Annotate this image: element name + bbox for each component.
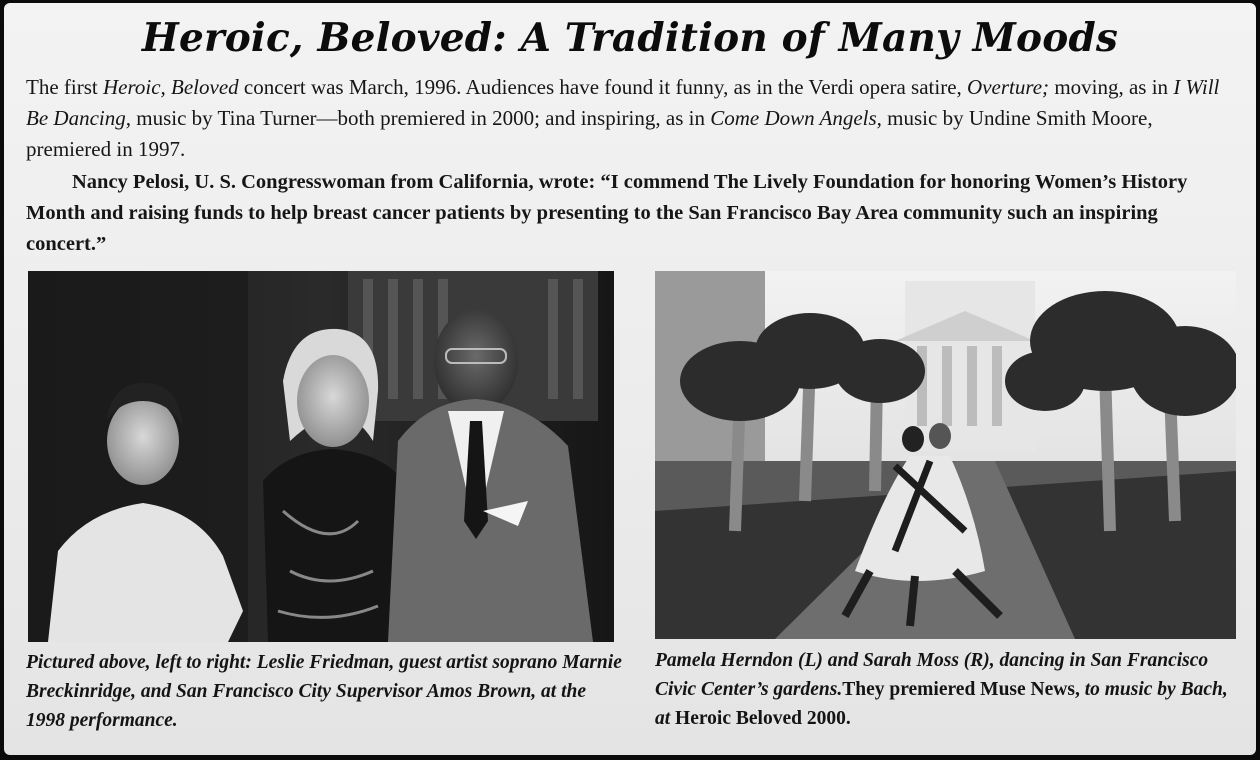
- article-title: Heroic, Beloved: A Tradition of Many Moods: [141, 15, 1119, 61]
- intro-text: The first: [26, 75, 103, 99]
- dancers-garden-photo: [655, 271, 1236, 639]
- work-title-dancing: I Will Be Dancing,: [26, 75, 1220, 130]
- dancers-caption: [655, 646, 1245, 733]
- intro-text: moving, as in: [1049, 75, 1174, 99]
- intro-text: music by Undine Smith Moore, premiered in 1997.: [26, 106, 1153, 161]
- group-portrait-photo: [28, 271, 614, 642]
- work-title-overture: Overture;: [967, 75, 1050, 99]
- concert-name: Heroic, Beloved: [102, 75, 239, 99]
- intro-text: concert was March, 1996. Audiences have found it funny, as in the Verdi opera satire,: [238, 75, 968, 99]
- portrait-caption: Pictured above, left to right: Leslie Friedman, guest artist soprano Marnie Breckinridge, and San Francisco City Supervisor Amos Brown, at the 1998 performance.: [26, 652, 622, 731]
- quote-paragraph: [26, 167, 1240, 260]
- dancers-garden-image: [655, 271, 1236, 639]
- work-title-angels: Come Down Angels,: [710, 106, 882, 130]
- pelosi-quote: Nancy Pelosi, U. S. Congresswoman from California, wrote: “I commend The Lively Foundation for honoring Women’s History Month and raising funds to help breast cancer patients by presenting to the San Francisco Bay Area community such an inspiring concert.”: [26, 171, 1188, 255]
- dancers-caption-text: Heroic Beloved 2000.: [675, 708, 851, 729]
- intro-paragraph: [26, 72, 1240, 165]
- newsletter-clipping: [4, 3, 1256, 755]
- dancers-caption-text: They premiered Muse News,: [842, 679, 1080, 700]
- group-portrait-image: [28, 271, 614, 642]
- intro-text: music by Tina Turner—both premiered in 2000; and inspiring, as in: [130, 106, 711, 130]
- dancers-caption-text: Pamela Herndon (L) and Sarah Moss (R), dancing in San Francisco Civic Center’s gardens.: [655, 650, 1209, 700]
- dancers-caption-text: to music by Bach, at: [655, 679, 1228, 729]
